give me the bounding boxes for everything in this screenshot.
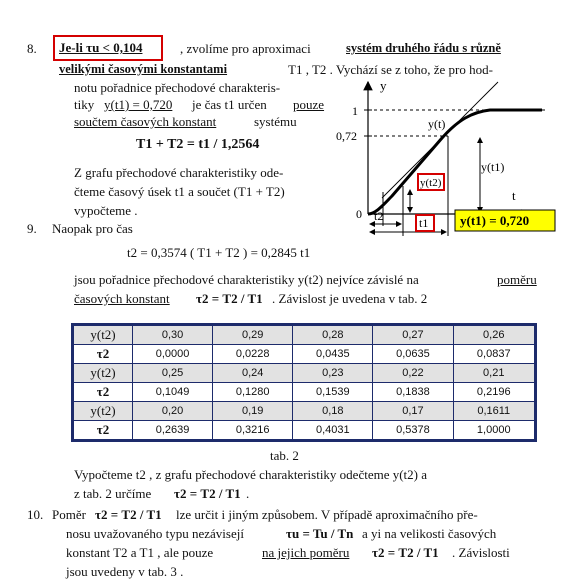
text-underlined: y(t1) = 0,720	[104, 97, 173, 112]
tick-0: 0	[356, 207, 362, 221]
formula-tau2: τ2 = T2 / T1	[196, 291, 263, 306]
table-cell: 0,1611	[453, 402, 536, 421]
text-underlined: poměru	[497, 272, 537, 287]
formula-tauu: τu = Tu / Tn	[286, 526, 354, 541]
formula-t2: t2 = 0,3574 ( T1 + T2 ) = 0,2845 t1	[127, 245, 311, 260]
text-underlined: časových konstant	[74, 291, 170, 306]
table-cell: 0,5378	[373, 421, 453, 441]
text-underlined: pouze	[293, 97, 325, 112]
item-number: 9.	[27, 221, 37, 236]
table-cell: 0,20	[133, 402, 213, 421]
text-line: . Závislosti	[452, 545, 510, 560]
text-underlined: součtem časových konstant	[74, 114, 217, 129]
table-cell: 0,2196	[453, 383, 536, 402]
table-cell: 0,30	[133, 325, 213, 345]
step-response-graph	[330, 76, 560, 238]
table-cell: 0,25	[133, 364, 213, 383]
text-line: je čas t1 určen	[192, 97, 267, 112]
y-axis-label: y	[380, 78, 387, 93]
table-cell: 0,0228	[213, 345, 293, 364]
text-line: T1 , T2 . Vychází se z toho, že pro hod-	[288, 62, 493, 77]
label-yt1: y(t1)	[481, 160, 505, 174]
table-row	[73, 345, 536, 364]
formula-tau2: τ2 = T2 / T1	[174, 486, 241, 501]
table-row	[73, 383, 536, 402]
text-line: , zvolíme pro aproximaci	[180, 41, 311, 56]
row-header: y(t2)	[73, 402, 133, 421]
text-line: jsou pořadnice přechodové charakteristiky y(t2) nejvíce závislé na	[74, 272, 419, 287]
text-line: tiky	[74, 97, 95, 112]
table-cell: 0,23	[293, 364, 373, 383]
table-cell: 0,1539	[293, 383, 373, 402]
text-line: jsou uvedeny v tab. 3 .	[66, 564, 184, 579]
condition-text: Je-li τu < 0,104	[59, 40, 143, 55]
table-cell: 0,19	[213, 402, 293, 421]
text-line: a yi na velikosti časových	[362, 526, 497, 541]
table-cell: 0,22	[373, 364, 453, 383]
tick-1: 1	[352, 104, 358, 118]
table-caption: tab. 2	[270, 448, 299, 463]
table-cell: 0,3216	[213, 421, 293, 441]
label-yt2: y(t2)	[420, 177, 442, 189]
text-line: Naopak pro čas	[52, 221, 133, 236]
row-header: τ2	[73, 383, 133, 402]
label-t2: t2	[374, 209, 384, 223]
text-line: vypočteme .	[74, 203, 138, 218]
table-row	[73, 325, 536, 345]
row-header: y(t2)	[73, 325, 133, 345]
table-cell: 0,17	[373, 402, 453, 421]
tick-072: 0,72	[336, 129, 357, 143]
text-line: lze určit i jiným způsobem. V případě aproximačního pře-	[176, 507, 478, 522]
formula-tau2: τ2 = T2 / T1	[372, 545, 439, 560]
text-line: notu pořadnice přechodové charakteris-	[74, 80, 281, 95]
table-row	[73, 364, 536, 383]
table-cell: 0,2639	[133, 421, 213, 441]
formula-tau2: τ2 = T2 / T1	[95, 507, 162, 522]
text-line: konstant T2 a T1 , ale pouze	[66, 545, 214, 560]
text-line: Poměr	[52, 507, 86, 522]
text-line: . Závislost je uvedena v tab. 2	[272, 291, 428, 306]
formula-sum: T1 + T2 = t1 / 1,2564	[136, 137, 260, 152]
table-cell: 0,28	[293, 325, 373, 345]
table-row	[73, 421, 536, 441]
table-cell: 0,0000	[133, 345, 213, 364]
row-header: τ2	[73, 421, 133, 441]
text-line: nosu uvažovaného typu nezávisejí	[66, 526, 244, 541]
text-underlined: velikými časovými konstantami	[59, 62, 228, 76]
table-cell: 0,4031	[293, 421, 373, 441]
table-cell: 0,0635	[373, 345, 453, 364]
text-line: .	[246, 486, 250, 501]
row-header: y(t2)	[73, 364, 133, 383]
table-cell: 0,27	[373, 325, 453, 345]
t-axis-label: t	[512, 188, 516, 203]
table-cell: 0,1280	[213, 383, 293, 402]
item-number: 10.	[27, 507, 44, 522]
item-number: 8.	[27, 41, 37, 56]
yt1-value: y(t1) = 0,720	[460, 213, 530, 228]
text-line: Vypočteme t2 , z grafu přechodové charakteristiky odečteme y(t2) a	[74, 467, 428, 482]
label-yt: y(t)	[428, 117, 446, 131]
text-line: z tab. 2 určíme	[74, 486, 152, 501]
table-cell: 0,26	[453, 325, 536, 345]
table-row	[73, 402, 536, 421]
row-header: τ2	[73, 345, 133, 364]
label-t1: t1	[419, 216, 429, 230]
table-cell: 0,24	[213, 364, 293, 383]
text-line: systému	[254, 114, 297, 129]
table-cell: 0,21	[453, 364, 536, 383]
text-underlined: na jejich poměru	[262, 545, 350, 560]
table-2	[71, 323, 537, 442]
table-cell: 0,29	[213, 325, 293, 345]
table-cell: 0,18	[293, 402, 373, 421]
table-cell: 1,0000	[453, 421, 536, 441]
table-cell: 0,1838	[373, 383, 453, 402]
text-line: Z grafu přechodové charakteristiky ode-	[74, 165, 284, 180]
table-cell: 0,0435	[293, 345, 373, 364]
table-cell: 0,1049	[133, 383, 213, 402]
text-underlined: systém druhého řádu s různě	[346, 41, 501, 55]
table-cell: 0,0837	[453, 345, 536, 364]
text-line: čteme časový úsek t1 a součet (T1 + T2)	[74, 184, 285, 199]
